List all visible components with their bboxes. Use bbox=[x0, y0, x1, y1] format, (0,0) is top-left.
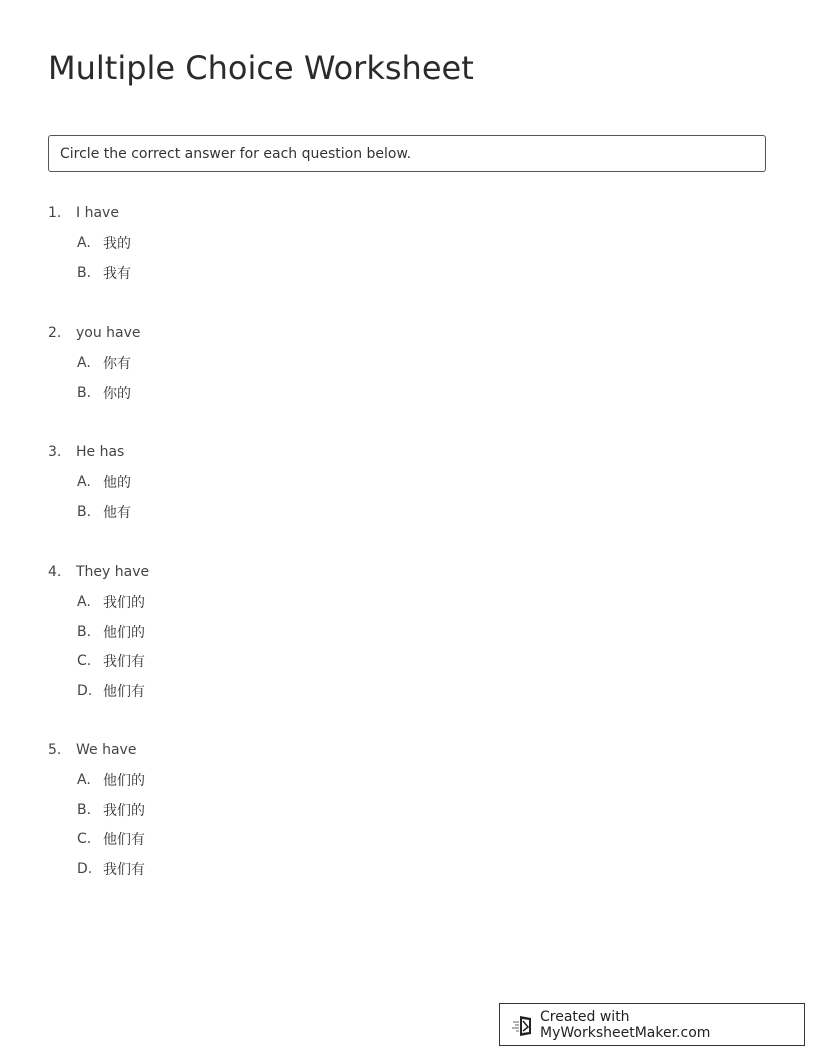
option-text: 他们有 bbox=[103, 683, 145, 700]
option-letter: A. bbox=[77, 474, 91, 490]
footer-credit-badge[interactable] bbox=[499, 1003, 805, 1046]
option-text: 他们的 bbox=[103, 624, 145, 641]
option-text: 他有 bbox=[103, 504, 131, 521]
option-letter: A. bbox=[77, 594, 91, 610]
option-letter: A. bbox=[77, 235, 91, 251]
option-b[interactable] bbox=[77, 502, 131, 522]
question-prompt: I have bbox=[76, 205, 119, 221]
option-text: 我的 bbox=[103, 236, 131, 252]
option-letter: B. bbox=[77, 264, 92, 281]
option-letter: D. bbox=[77, 682, 93, 699]
option-a[interactable] bbox=[77, 233, 131, 253]
option-b[interactable] bbox=[77, 622, 149, 642]
option-d[interactable] bbox=[77, 859, 145, 879]
option-text: 我们有 bbox=[103, 654, 145, 670]
question-prompt: He has bbox=[76, 444, 125, 460]
question-4 bbox=[48, 562, 149, 710]
options-list bbox=[48, 233, 131, 283]
question-number: 2. bbox=[48, 325, 62, 341]
worksheet-maker-logo-icon bbox=[512, 1013, 536, 1037]
question-prompt: We have bbox=[76, 742, 137, 758]
option-text: 他们有 bbox=[103, 832, 145, 848]
option-letter: C. bbox=[77, 653, 92, 669]
options-list bbox=[48, 353, 141, 403]
options-list bbox=[48, 472, 131, 522]
page-title: Multiple Choice Worksheet bbox=[48, 49, 474, 87]
option-b[interactable] bbox=[77, 263, 131, 283]
question-prompt: you have bbox=[76, 325, 141, 341]
option-c[interactable] bbox=[77, 651, 149, 671]
option-letter: C. bbox=[77, 831, 92, 847]
option-a[interactable] bbox=[77, 353, 141, 373]
question-2 bbox=[48, 323, 141, 412]
option-text: 我们有 bbox=[103, 861, 145, 878]
question-5 bbox=[48, 740, 145, 888]
option-letter: B. bbox=[77, 503, 92, 520]
option-a[interactable] bbox=[77, 592, 149, 612]
question-3 bbox=[48, 442, 131, 531]
option-letter: B. bbox=[77, 623, 92, 640]
option-letter: B. bbox=[77, 384, 92, 401]
option-letter: A. bbox=[77, 772, 91, 788]
option-text: 我有 bbox=[103, 265, 131, 282]
option-text: 你有 bbox=[103, 356, 131, 372]
option-text: 他们的 bbox=[103, 773, 145, 789]
option-text: 他的 bbox=[103, 475, 131, 491]
option-letter: D. bbox=[77, 860, 93, 877]
option-b[interactable] bbox=[77, 383, 141, 403]
option-text: 我们的 bbox=[103, 595, 145, 611]
options-list bbox=[48, 770, 145, 879]
options-list bbox=[48, 592, 149, 701]
question-number: 3. bbox=[48, 444, 62, 460]
question-prompt: They have bbox=[76, 564, 150, 580]
option-letter: B. bbox=[77, 801, 92, 818]
option-c[interactable] bbox=[77, 829, 145, 849]
option-letter: A. bbox=[77, 355, 91, 371]
option-d[interactable] bbox=[77, 681, 149, 701]
option-a[interactable] bbox=[77, 472, 131, 492]
question-number: 1. bbox=[48, 205, 62, 221]
question-1 bbox=[48, 203, 131, 292]
option-text: 你的 bbox=[103, 385, 131, 402]
question-number: 5. bbox=[48, 742, 62, 758]
option-b[interactable] bbox=[77, 800, 145, 820]
instructions-text: Circle the correct answer for each question below. bbox=[60, 145, 412, 162]
option-text: 我们的 bbox=[103, 802, 145, 819]
question-number: 4. bbox=[48, 564, 62, 580]
footer-credit-text: Created with MyWorksheetMaker.com bbox=[540, 1008, 711, 1041]
instructions-box bbox=[48, 135, 766, 172]
option-a[interactable] bbox=[77, 770, 145, 790]
